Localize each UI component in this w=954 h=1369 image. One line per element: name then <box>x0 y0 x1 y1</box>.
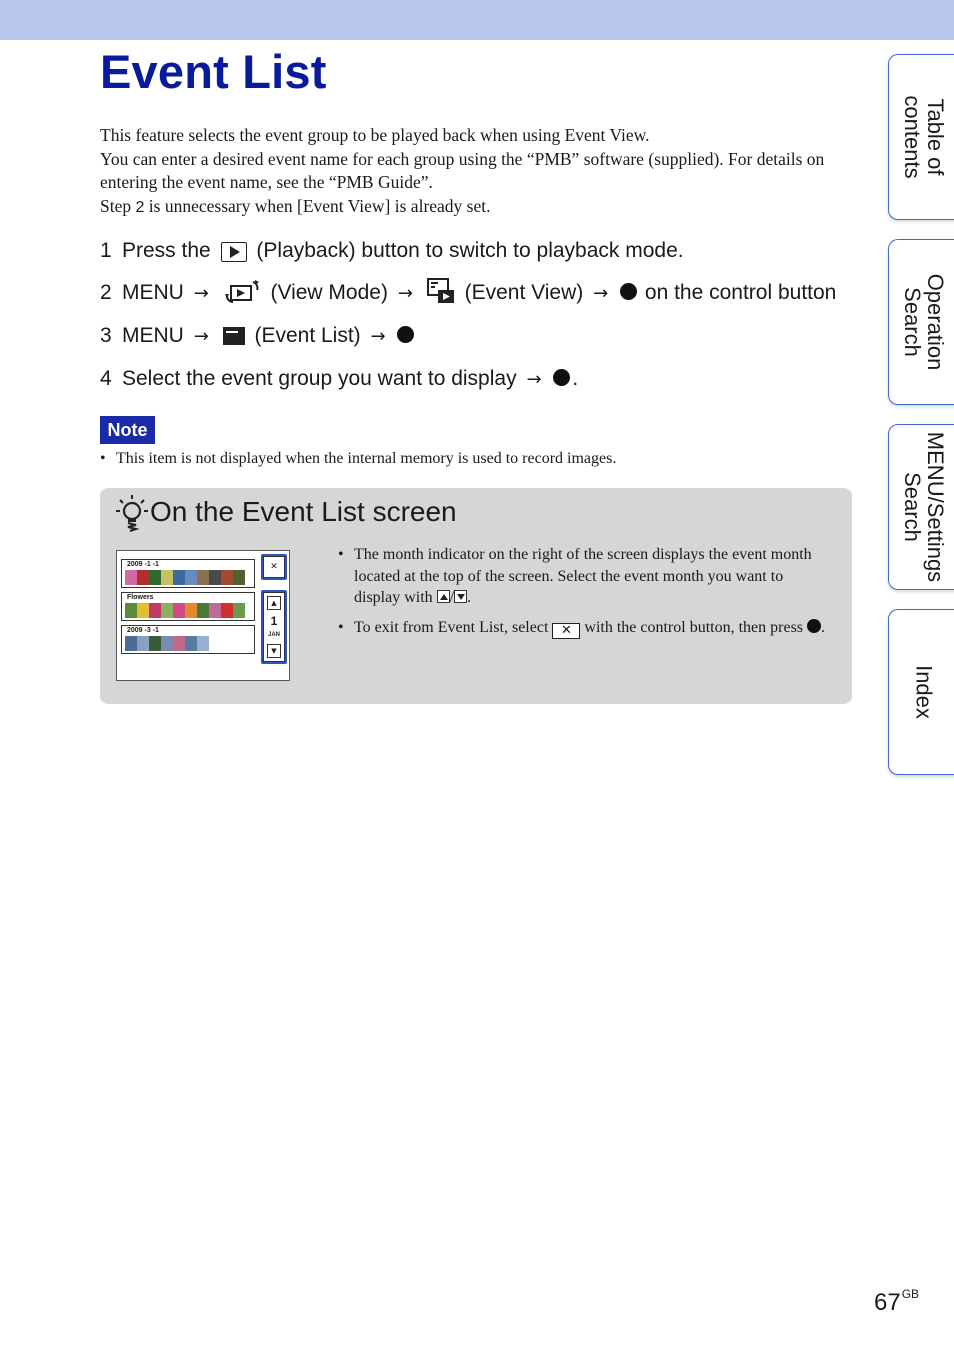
page-number-value: 67 <box>874 1289 901 1316</box>
step-text: MENU <box>122 281 184 304</box>
step-text: . <box>572 367 579 390</box>
step-2 <box>100 278 840 309</box>
separator: / <box>449 589 455 606</box>
tab-label-line: MENU/Settings <box>922 431 948 583</box>
up-icon[interactable]: ▲ <box>267 596 281 610</box>
page-number-suffix: GB <box>901 1287 920 1301</box>
note-bullet: • <box>100 450 106 467</box>
tab-label <box>912 665 935 719</box>
playback-icon <box>221 242 247 262</box>
hint-title: On the Event List screen <box>150 496 457 527</box>
center-button-icon <box>397 326 414 343</box>
center-button-icon <box>620 283 637 300</box>
note-text <box>100 448 840 470</box>
center-button-icon <box>553 369 570 386</box>
event-view-icon <box>427 278 455 304</box>
center-button-icon <box>807 619 821 633</box>
up-icon <box>437 590 450 603</box>
tab-label <box>901 274 947 371</box>
step-text: (Event List) <box>254 324 361 347</box>
arrow-icon: → <box>193 326 209 347</box>
hint-bullet-2-text: To exit from Event List, select <box>354 618 549 636</box>
tab-label-line: Search <box>899 472 925 542</box>
tab-operation-search[interactable] <box>888 239 954 405</box>
tab-label-line: Operation <box>922 273 948 371</box>
arrow-icon: → <box>370 326 386 347</box>
event-row-label: 2009 -3 -1 <box>127 627 159 634</box>
close-icon: ✕ <box>552 623 580 639</box>
page-title: Event List <box>100 45 327 98</box>
view-mode-icon <box>223 280 261 304</box>
step-text: Select the event group you want to display <box>122 367 517 390</box>
step-3 <box>100 321 840 352</box>
event-list-icon <box>223 327 245 345</box>
steps-list <box>100 236 840 407</box>
hint-bullet-2 <box>336 617 826 639</box>
step-number: 1 <box>100 239 112 262</box>
step-number: 4 <box>100 367 112 390</box>
tab-label-line: Table of <box>922 98 948 176</box>
tab-table-of-contents[interactable] <box>888 54 954 220</box>
event-row-label: Flowers <box>127 594 154 601</box>
hint-box <box>100 488 852 704</box>
month-name: JAN <box>267 632 280 638</box>
hint-bullet-2-text-cont: with the control button, then press <box>584 618 804 636</box>
event-row <box>121 592 255 621</box>
period: . <box>467 589 472 606</box>
step-text: MENU <box>122 324 184 347</box>
thumbnail-strip <box>125 570 245 585</box>
month-scroller[interactable] <box>261 590 287 664</box>
tab-label-line: contents <box>899 95 925 179</box>
month-scroller-inner <box>263 592 285 662</box>
intro-line-3-pre: Step <box>100 195 136 216</box>
close-button[interactable] <box>261 554 287 580</box>
tab-label <box>901 95 947 178</box>
step-text: (Playback) button to switch to playback mode. <box>256 239 684 262</box>
step-text: (View Mode) <box>270 281 388 304</box>
month-number: 1 <box>270 614 278 628</box>
step-number: 3 <box>100 324 112 347</box>
note-badge: Note <box>100 416 155 444</box>
event-row-label: 2009 -1 -1 <box>127 561 159 568</box>
intro-line-2: You can enter a desired event name for each group using the “PMB” software (supplied). For details on entering the event name, see the “PMB Guide”. <box>100 148 825 192</box>
note-body: This item is not displayed when the internal memory is used to record images. <box>116 450 617 467</box>
step-text: (Event View) <box>464 281 584 304</box>
intro-line-3 <box>100 195 850 220</box>
tab-label <box>901 432 947 582</box>
event-row <box>121 625 255 654</box>
thumbnail-strip <box>125 603 245 618</box>
period: . <box>821 618 826 636</box>
down-icon <box>454 590 467 603</box>
down-icon[interactable]: ▼ <box>267 644 281 658</box>
thumbnail-strip <box>125 636 209 651</box>
step-text: on the control button <box>644 281 837 304</box>
close-icon: ✕ <box>263 556 285 578</box>
tab-label-line: Index <box>911 665 936 719</box>
arrow-icon: → <box>593 283 609 304</box>
arrow-icon: → <box>397 283 413 304</box>
tab-menu-settings-search[interactable] <box>888 424 954 590</box>
hint-bullets <box>336 544 826 639</box>
step-number: 2 <box>100 281 112 304</box>
tab-label-line: Search <box>899 287 925 357</box>
step-text: Press the <box>122 239 211 262</box>
step-1 <box>100 236 840 266</box>
bulb-icon <box>114 494 150 534</box>
event-row <box>121 559 255 588</box>
intro-line-1: This feature selects the event group to be played back when using Event View. <box>100 125 650 145</box>
hint-bullet-1-text: The month indicator on the right of the screen displays the event month located at the top of the screen. Select the event month you want to display with <box>354 546 812 606</box>
page-number <box>874 1287 919 1317</box>
intro-text <box>100 124 850 219</box>
header-band <box>0 0 954 40</box>
arrow-icon: → <box>193 283 209 304</box>
hint-bullet-1 <box>336 544 826 609</box>
event-list-screen-image <box>116 550 290 681</box>
intro-line-3-post: is unnecessary when [Event View] is already set. <box>144 195 491 216</box>
arrow-icon: → <box>526 369 542 390</box>
step-4 <box>100 364 840 395</box>
step-ref: 2 <box>135 198 145 216</box>
tab-index[interactable] <box>888 609 954 775</box>
